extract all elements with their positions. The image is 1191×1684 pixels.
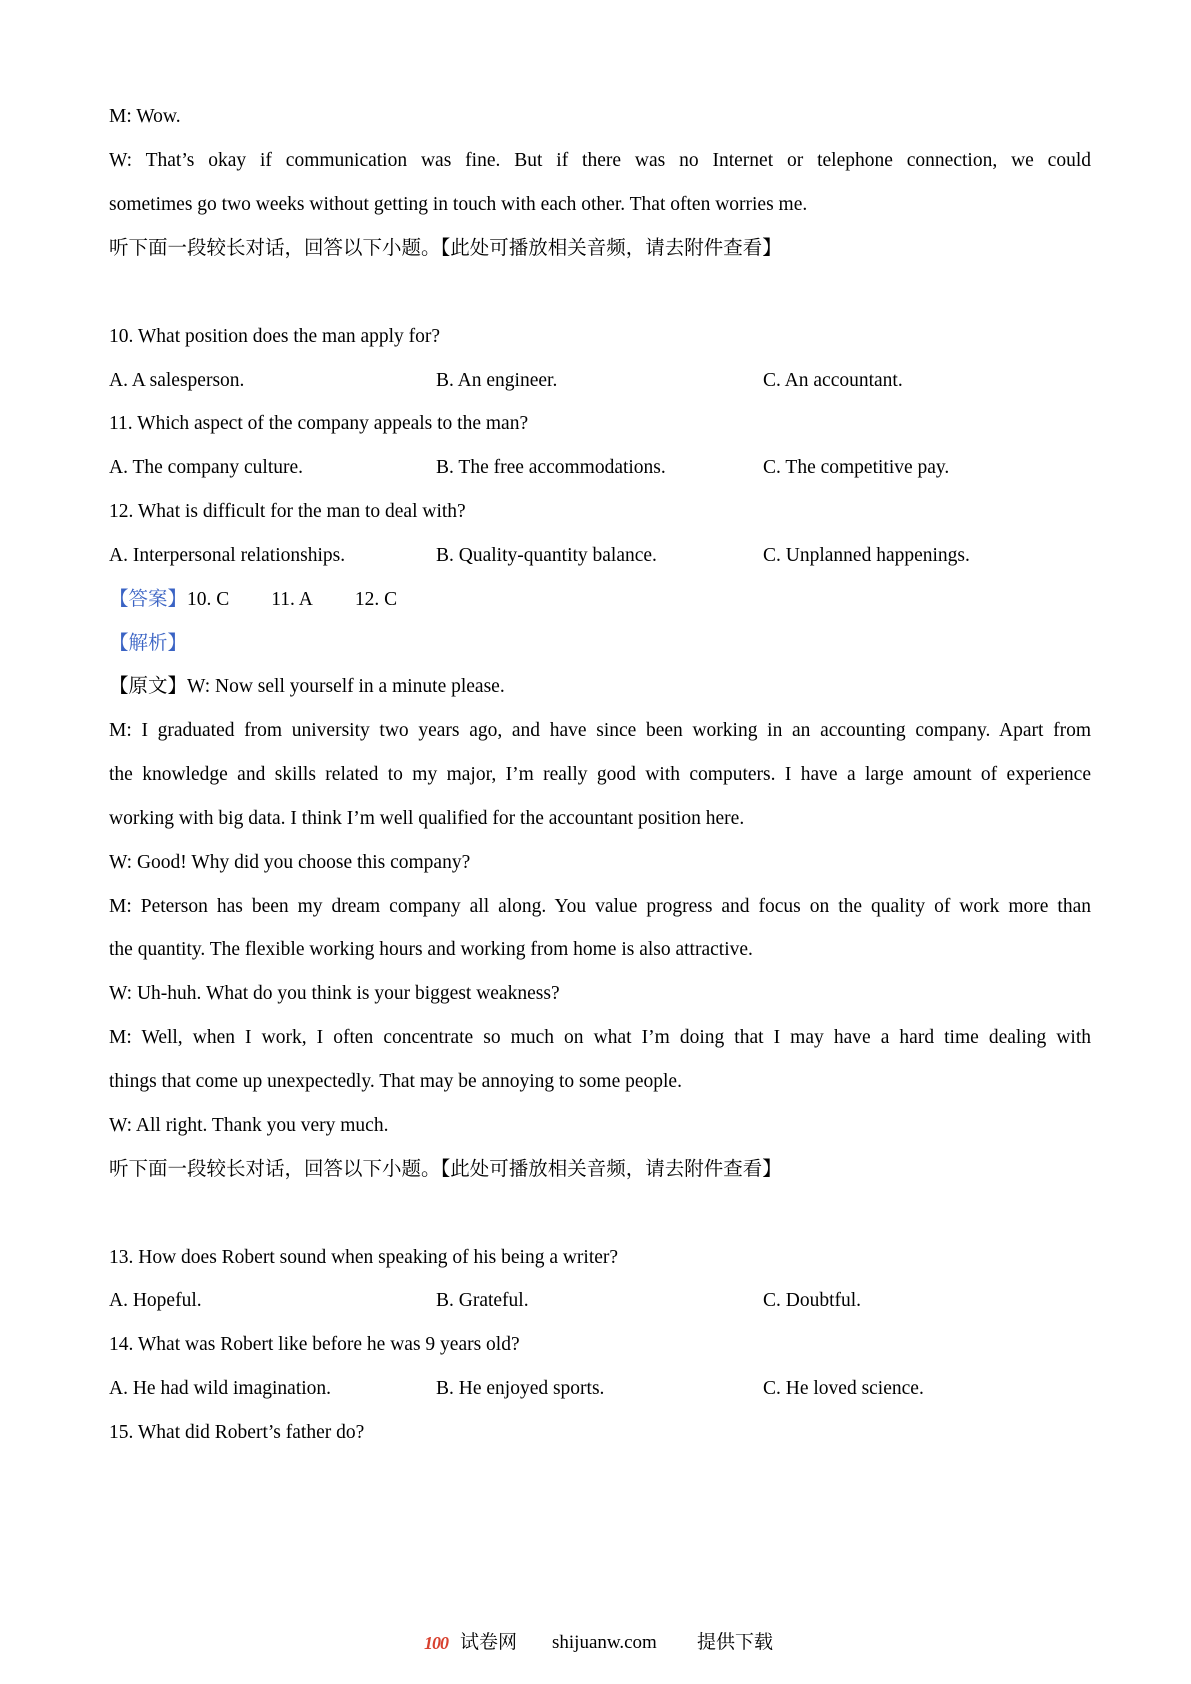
dialogue-line: W: That’s okay if communication was fine. But if there was no Internet or telephone connection, we could bbox=[109, 150, 1091, 171]
transcript-label: 【原文】 bbox=[109, 676, 188, 697]
question-stem-14: 14. What was Robert like before he was 9 years old? bbox=[109, 1334, 520, 1355]
transcript-line bbox=[109, 675, 1091, 699]
q13-option-b: B. Grateful. bbox=[436, 1290, 529, 1311]
question-stem-12: 12. What is difficult for the man to deal with? bbox=[109, 501, 466, 522]
q10-option-a: A. A salesperson. bbox=[109, 370, 245, 391]
transcript-line: the quantity. The flexible working hours and working from home is also attractive. bbox=[109, 939, 753, 960]
question-stem-13: 13. How does Robert sound when speaking of his being a writer? bbox=[109, 1247, 619, 1268]
dialogue-line: M: Wow. bbox=[109, 106, 181, 127]
question-stem-10: 10. What position does the man apply for? bbox=[109, 326, 441, 347]
transcript-line: W: Good! Why did you choose this company? bbox=[109, 852, 471, 873]
transcript-line: W: Uh-huh. What do you think is your biggest weakness? bbox=[109, 983, 560, 1004]
q13-option-a: A. Hopeful. bbox=[109, 1290, 202, 1311]
question-stem-11: 11. Which aspect of the company appeals to the man? bbox=[109, 413, 529, 434]
site-logo: 100 bbox=[424, 1633, 448, 1653]
transcript-line: working with big data. I think I’m well qualified for the accountant position here. bbox=[109, 808, 745, 829]
dialogue-line: sometimes go two weeks without getting in touch with each other. That often worries me. bbox=[109, 194, 808, 215]
q10-option-c: C. An accountant. bbox=[763, 370, 903, 391]
q12-option-b: B. Quality-quantity balance. bbox=[436, 545, 657, 566]
answer-label: 【答案】 bbox=[109, 589, 188, 610]
q12-option-c: C. Unplanned happenings. bbox=[763, 545, 970, 566]
q12-option-a: A. Interpersonal relationships. bbox=[109, 545, 346, 566]
q13-option-c: C. Doubtful. bbox=[763, 1290, 862, 1311]
transcript-line: M: I graduated from university two years ago, and have since been working in an accounting company. Apart from bbox=[109, 720, 1091, 741]
footer-provide-download: 提供下载 bbox=[697, 1632, 774, 1653]
answer-12: 12. C bbox=[354, 589, 398, 610]
q14-option-b: B. He enjoyed sports. bbox=[436, 1378, 605, 1399]
transcript-line: the knowledge and skills related to my major, I’m really good with computers. I have a large amount of experience bbox=[109, 764, 1091, 785]
transcript-line: things that come up unexpectedly. That may be annoying to some people. bbox=[109, 1071, 682, 1092]
answer-line bbox=[109, 588, 1091, 612]
transcript-text: W: Now sell yourself in a minute please. bbox=[187, 676, 505, 697]
listening-instruction: 听下面一段较长对话，回答以下小题。【此处可播放相关音频，请去附件查看】 bbox=[109, 238, 782, 259]
analysis-label: 【解析】 bbox=[109, 633, 188, 654]
q10-option-b: B. An engineer. bbox=[436, 370, 558, 391]
transcript-line: M: Peterson has been my dream company all along. You value progress and focus on the quality of work more than bbox=[109, 896, 1091, 917]
answer-10: 10. C bbox=[187, 589, 230, 610]
footer-site-name: 试卷网 bbox=[460, 1632, 518, 1653]
q11-option-a: A. The company culture. bbox=[109, 457, 304, 478]
listening-instruction: 听下面一段较长对话，回答以下小题。【此处可播放相关音频，请去附件查看】 bbox=[109, 1159, 782, 1180]
answer-11: 11. A bbox=[271, 589, 313, 610]
question-stem-15: 15. What did Robert’s father do? bbox=[109, 1422, 365, 1443]
q14-option-c: C. He loved science. bbox=[763, 1378, 924, 1399]
page-footer bbox=[0, 1630, 1191, 1656]
q11-option-b: B. The free accommodations. bbox=[436, 457, 666, 478]
q11-option-c: C. The competitive pay. bbox=[763, 457, 950, 478]
transcript-line: W: All right. Thank you very much. bbox=[109, 1115, 389, 1136]
transcript-line: M: Well, when I work, I often concentrate so much on what I’m doing that I may have a hard time dealing with bbox=[109, 1027, 1091, 1048]
q14-option-a: A. He had wild imagination. bbox=[109, 1378, 332, 1399]
footer-domain: shijuanw.com bbox=[552, 1632, 657, 1653]
